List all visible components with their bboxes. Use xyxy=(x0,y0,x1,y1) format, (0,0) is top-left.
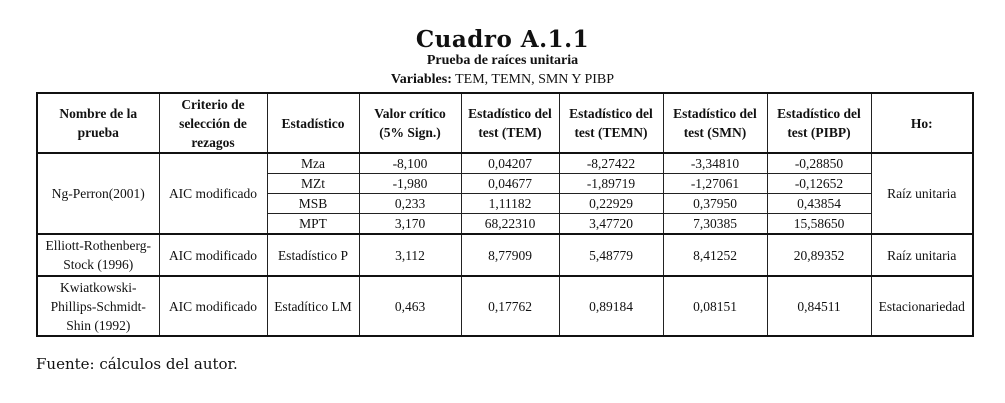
header-pibp: Estadístico del test (PIBP) xyxy=(767,93,871,153)
pibp-cell: -0,28850 xyxy=(767,153,871,174)
stat-cell: Estadítico LM xyxy=(267,276,359,336)
tem-cell: 68,22310 xyxy=(461,214,559,235)
smn-cell: 0,37950 xyxy=(663,194,767,214)
ng-perron-ho: Raíz unitaria xyxy=(871,153,973,234)
header-criterion: Criterio de selección de rezagos xyxy=(159,93,267,153)
smn-cell: 0,08151 xyxy=(663,276,767,336)
pibp-cell: 0,43854 xyxy=(767,194,871,214)
header-critical-value: Valor crítico (5% Sign.) xyxy=(359,93,461,153)
stat-cell: Estadístico P xyxy=(267,234,359,276)
table-row xyxy=(37,153,973,174)
source-note: Fuente: cálculos del autor. xyxy=(36,355,238,373)
crit-cell: 0,233 xyxy=(359,194,461,214)
stat-cell: MZt xyxy=(267,174,359,194)
unit-root-table xyxy=(36,92,974,337)
variables-line xyxy=(0,72,1005,88)
temn-cell: 0,89184 xyxy=(559,276,663,336)
ng-perron-criterion: AIC modificado xyxy=(159,153,267,234)
temn-cell: -8,27422 xyxy=(559,153,663,174)
stat-cell: MSB xyxy=(267,194,359,214)
crit-cell: 3,112 xyxy=(359,234,461,276)
temn-cell: 3,47720 xyxy=(559,214,663,235)
smn-cell: -3,34810 xyxy=(663,153,767,174)
kpss-ho: Estacionariedad xyxy=(871,276,973,336)
temn-cell: -1,89719 xyxy=(559,174,663,194)
stat-cell: Mza xyxy=(267,153,359,174)
crit-cell: 3,170 xyxy=(359,214,461,235)
table-row xyxy=(37,234,973,276)
tem-cell: 8,77909 xyxy=(461,234,559,276)
pibp-cell: -0,12652 xyxy=(767,174,871,194)
header-row xyxy=(37,93,973,153)
temn-cell: 0,22929 xyxy=(559,194,663,214)
header-tem: Estadístico del test (TEM) xyxy=(461,93,559,153)
elliott-name: Elliott-Rothenberg-Stock (1996) xyxy=(37,234,159,276)
variables-label: Variables: xyxy=(390,72,452,87)
smn-cell: 7,30385 xyxy=(663,214,767,235)
temn-cell: 5,48779 xyxy=(559,234,663,276)
header-temn: Estadístico del test (TEMN) xyxy=(559,93,663,153)
table-subtitle: Prueba de raíces unitaria xyxy=(426,53,579,68)
tem-cell: 0,04207 xyxy=(461,153,559,174)
elliott-ho: Raíz unitaria xyxy=(871,234,973,276)
header-ho: Ho: xyxy=(871,93,973,153)
tem-cell: 0,04677 xyxy=(461,174,559,194)
header-smn: Estadístico del test (SMN) xyxy=(663,93,767,153)
elliott-criterion: AIC modificado xyxy=(159,234,267,276)
crit-cell: -1,980 xyxy=(359,174,461,194)
pibp-cell: 20,89352 xyxy=(767,234,871,276)
kpss-criterion: AIC modificado xyxy=(159,276,267,336)
ng-perron-name: Ng-Perron(2001) xyxy=(37,153,159,234)
tem-cell: 0,17762 xyxy=(461,276,559,336)
smn-cell: -1,27061 xyxy=(663,174,767,194)
pibp-cell: 0,84511 xyxy=(767,276,871,336)
variables-value: TEM, TEMN, SMN Y PIBP xyxy=(455,72,615,87)
table-title: Cuadro A.1.1 xyxy=(415,26,590,53)
smn-cell: 8,41252 xyxy=(663,234,767,276)
pibp-cell: 15,58650 xyxy=(767,214,871,235)
header-statistic: Estadístico xyxy=(267,93,359,153)
crit-cell: 0,463 xyxy=(359,276,461,336)
tem-cell: 1,11182 xyxy=(461,194,559,214)
table-row xyxy=(37,276,973,336)
header-test-name: Nombre de la prueba xyxy=(37,93,159,153)
kpss-name: Kwiatkowski-Phillips-Schmidt-Shin (1992) xyxy=(37,276,159,336)
crit-cell: -8,100 xyxy=(359,153,461,174)
stat-cell: MPT xyxy=(267,214,359,235)
